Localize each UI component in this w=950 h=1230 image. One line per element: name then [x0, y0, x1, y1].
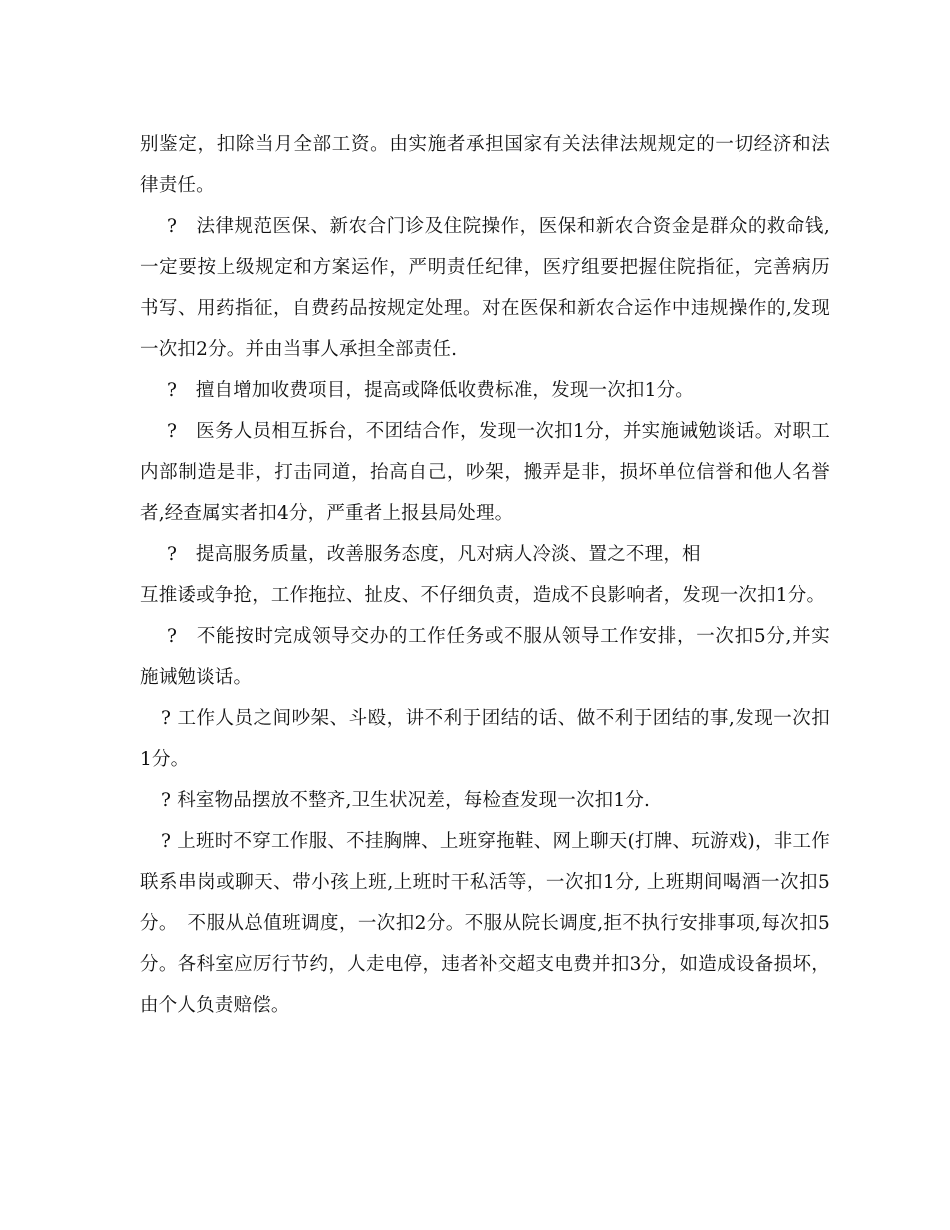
paragraph-task-completion-rule: ? 不能按时完成领导交办的工作任务或不服从领导工作安排，一次扣5分,并实施诫勉谈话。 [140, 626, 830, 688]
paragraph-quarrel-rule: ? 工作人员之间吵架、斗殴，讲不利于团结的话、做不利于团结的事,发现一次扣1分。 [140, 708, 830, 770]
paragraph-continued-penalty: 别鉴定，扣除当月全部工资。由实施者承担国家有关法律法规规定的一切经济和法律责任。 [140, 134, 830, 196]
paragraph-staff-unity-rule: ? 医务人员相互拆台，不团结合作，发现一次扣1分，并实施诫勉谈话。对职工内部制造是非，打击同道，抬高自己，吵架，搬弄是非，损坏单位信誉和他人名誉者,经查属实者扣4分，严重者上报县局处理。 [140, 421, 830, 524]
document-body [140, 124, 830, 1026]
paragraph-service-quality-rule: ? 提高服务质量，改善服务态度，凡对病人冷淡、置之不理，相 [167, 544, 701, 565]
paragraph-medical-insurance-rule: ? 法律规范医保、新农合门诊及住院操作，医保和新农合资金是群众的救命钱,一定要按上级规定和方案运作，严明责任纪律，医疗组要把握住院指征，完善病历书写、用药指征，自费药品按规定处理。对在医保和新农合运作中违规操作的,发现一次扣2分。并由当事人承担全部责任. [140, 216, 830, 360]
paragraph-service-quality-continued: 互推诿或争抢，工作拖拉、扯皮、不仔细负责，造成不良影响者，发现一次扣1分。 [140, 585, 826, 606]
paragraph-work-discipline-rule: ? 上班时不穿工作服、不挂胸牌、上班穿拖鞋、网上聊天(打牌、玩游戏)，非工作联系串岗或聊天、带小孩上班,上班时干私活等，一次扣1分, 上班期间喝酒一次扣5分。 不服从总值班调度，一次扣2分。不服从院长调度,拒不执行安排事项,每次扣5分。各科室应厉行节约，人走电停，违者补交超支电费并扣3分，如造成设备损坏，由个人负责赔偿。 [140, 831, 830, 1016]
paragraph-tidiness-rule: ? 科室物品摆放不整齐,卫生状况差，每检查发现一次扣1分. [161, 790, 651, 811]
paragraph-fee-items-rule: ? 擅自增加收费项目，提高或降低收费标准，发现一次扣1分。 [167, 380, 694, 401]
